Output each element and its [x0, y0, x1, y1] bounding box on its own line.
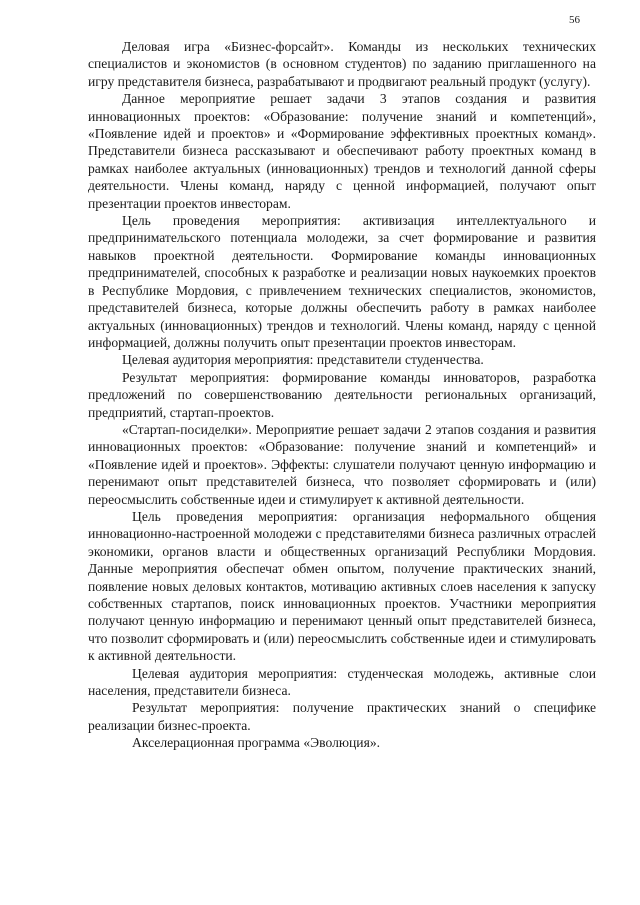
paragraph-gatherings-audience: Целевая аудитория мероприятия: студенческая молодежь, активные слои населения, представители бизнеса. [88, 665, 596, 699]
paragraph-event-result: Результат мероприятия: формирование команды инноваторов, разработка предложений по совершенствованию деятельности региональных организаций, предприятий, стартап-проектов. [88, 369, 596, 420]
paragraph-target-audience: Целевая аудитория мероприятия: представители студенчества. [122, 352, 484, 368]
paragraph-startup-gatherings: «Стартап-посиделки». Мероприятие решает задачи 2 этапов создания и развития инновационных проектов: «Образование: получение знаний и компетенций» и «Появление идей и проектов». Эффекты: слушатели получают ценную информацию и перенимают опыт представителей бизнеса, что позволяет сформировать и (или) переосмыслить собственные идеи и стимулирует к активной деятельности. [88, 421, 596, 507]
paragraph-business-foresight: Деловая игра «Бизнес-форсайт». Команды из нескольких технических специалистов и экономистов (в основном студентов) по заданию приглашенного на игру представителя бизнеса, разрабатывают и продвигают реальный продукт (услугу). [88, 39, 596, 89]
body-text [88, 38, 596, 752]
paragraph-gatherings-goal: Цель проведения мероприятия: организация неформального общения инновационно-настроенной молодежи с представителями бизнеса различных отраслей экономики, органов власти и общественных организаций Республики Мордовия. Данные мероприятия обеспечат обмен опытом, получение практических знаний, появление новых деловых контактов, мотивацию активных слоев населения к запуску собственных стартапов, поиск инновационных проектов. Участники мероприятия получают ценную информацию и перенимают ценный опыт представителей бизнеса, что позволит сформировать и (или) переосмыслить собственные идеи и стимулировать к активной деятельности. [88, 508, 596, 664]
paragraph-gatherings-result: Результат мероприятия: получение практических знаний о специфике реализации бизнес-проекта. [88, 700, 596, 733]
paragraph-event-goal: Цель проведения мероприятия: активизация интеллектуального и предпринимательского потенциала молодежи, за счет формирование и развития навыков проектной деятельности. Формирование команды инновационных предпринимателей, способных к разработке и реализации новых наукоемких проектов в Республике Мордовия, с привлечением технических специалистов, экономистов, представителей бизнеса, которые должны обеспечить работу в рамках наиболее актуальных (инновационных) трендов и технологий. Члены команд, наряду с ценной информацией, должны получить опыт презентации проектов инвесторам. [88, 213, 596, 350]
page-number: 56 [569, 14, 580, 26]
paragraph-evolution-program: Акселерационная программа «Эволюция». [132, 735, 381, 751]
paragraph-event-tasks: Данное мероприятие решает задачи 3 этапов создания и развития инновационных проектов: «Образование: получение знаний и компетенций», «Появление идей и проектов» и «Формирование эффективных проектных команд». Представители бизнеса рассказывают и обеспечивают работу проектных команд в рамках наиболее актуальных (инновационных) трендов и технологий данной сферы деятельности. Члены команд, наряду с ценной информацией, получают опыт презентации проектов инвесторам. [88, 91, 596, 211]
